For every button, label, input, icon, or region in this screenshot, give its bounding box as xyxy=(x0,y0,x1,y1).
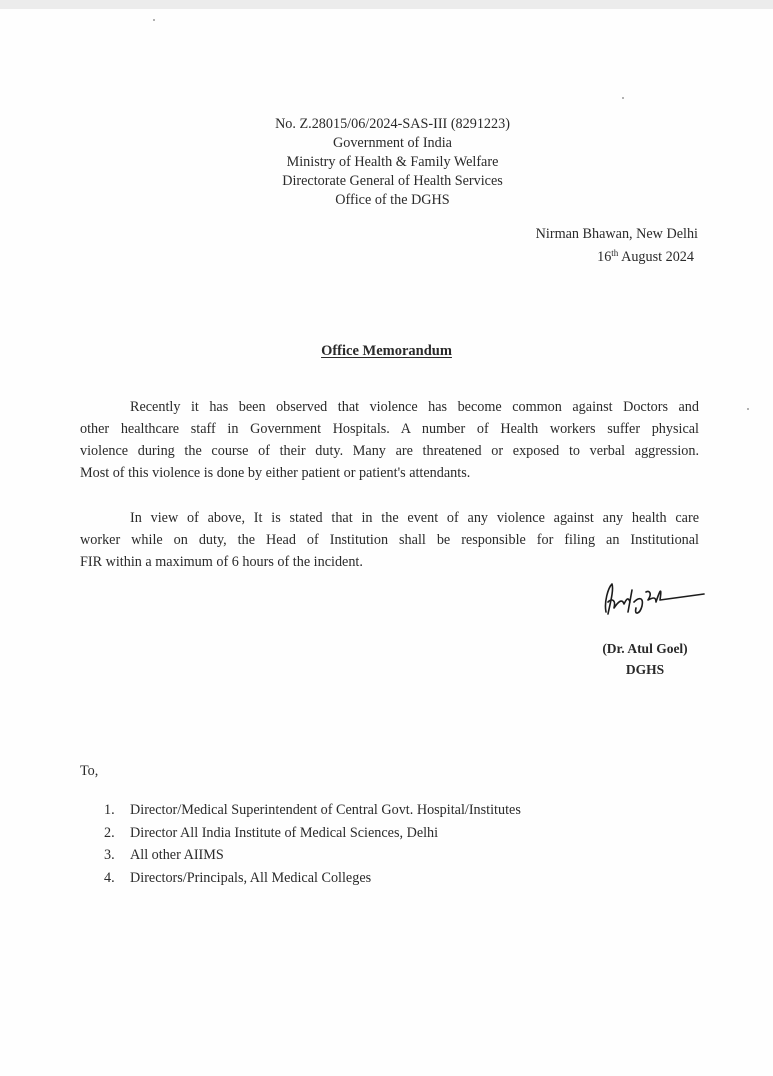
memorandum-title: Office Memorandum xyxy=(321,343,452,359)
top-bar xyxy=(0,0,773,9)
list-item xyxy=(104,799,521,822)
paragraph-line: Recently it has been observed that violence has become common against Doctors and xyxy=(130,399,699,415)
date-month-year: August 2024 xyxy=(621,249,694,265)
paragraph-line: In view of above, It is stated that in the event of any violence against any health care xyxy=(130,510,699,526)
list-text: Director/Medical Superintendent of Central Govt. Hospital/Institutes xyxy=(130,802,521,818)
office-name: Office of the DGHS xyxy=(335,192,450,208)
scan-speck xyxy=(622,97,624,99)
paragraph-directive xyxy=(80,507,699,573)
date-day-suffix: th xyxy=(611,248,619,258)
list-item xyxy=(104,867,521,890)
government-name: Government of India xyxy=(333,135,452,151)
signatory-name: (Dr. Atul Goel) xyxy=(602,641,688,656)
scan-speck xyxy=(153,19,155,21)
paragraph-line: other healthcare staff in Government Hospitals. A number of Health workers suffer physical xyxy=(80,421,699,437)
place: Nirman Bhawan, New Delhi xyxy=(535,226,698,242)
list-text: All other AIIMS xyxy=(130,847,224,863)
list-number: 4. xyxy=(104,869,115,886)
list-text: Director All India Institute of Medical Sciences, Delhi xyxy=(130,824,439,841)
paragraph-line: violence during the course of their duty. Many are threatened or exposed to verbal aggression. xyxy=(80,443,699,459)
scan-speck xyxy=(747,408,749,410)
list-item xyxy=(104,844,521,867)
paragraph-line: worker while on duty, the Head of Institution shall be responsible for filing an Institutional xyxy=(80,532,699,548)
signatory-designation: DGHS xyxy=(625,662,665,677)
date-day: 16 xyxy=(597,249,612,265)
letterhead xyxy=(200,115,585,210)
to-label: To, xyxy=(80,763,99,779)
paragraph-line: Most of this violence is done by either patient or patient's attendants. xyxy=(80,465,471,481)
place-date-block xyxy=(470,225,698,267)
directorate-name: Directorate General of Health Services xyxy=(282,173,503,189)
file-number: No. Z.28015/06/2024-SAS-III (8291223) xyxy=(275,116,510,132)
list-text: Directors/Principals, All Medical Colleges xyxy=(130,869,372,886)
recipient-list xyxy=(104,799,521,889)
list-number: 1. xyxy=(104,802,115,818)
paragraph-line: FIR within a maximum of 6 hours of the incident. xyxy=(80,554,363,570)
date xyxy=(470,244,698,267)
list-number: 3. xyxy=(104,847,115,863)
ministry-name: Ministry of Health & Family Welfare xyxy=(286,154,499,170)
list-number: 2. xyxy=(104,824,115,841)
paragraph-observation xyxy=(80,396,699,484)
signature-image xyxy=(598,580,708,620)
signatory-block xyxy=(560,638,730,680)
list-item xyxy=(104,822,521,845)
